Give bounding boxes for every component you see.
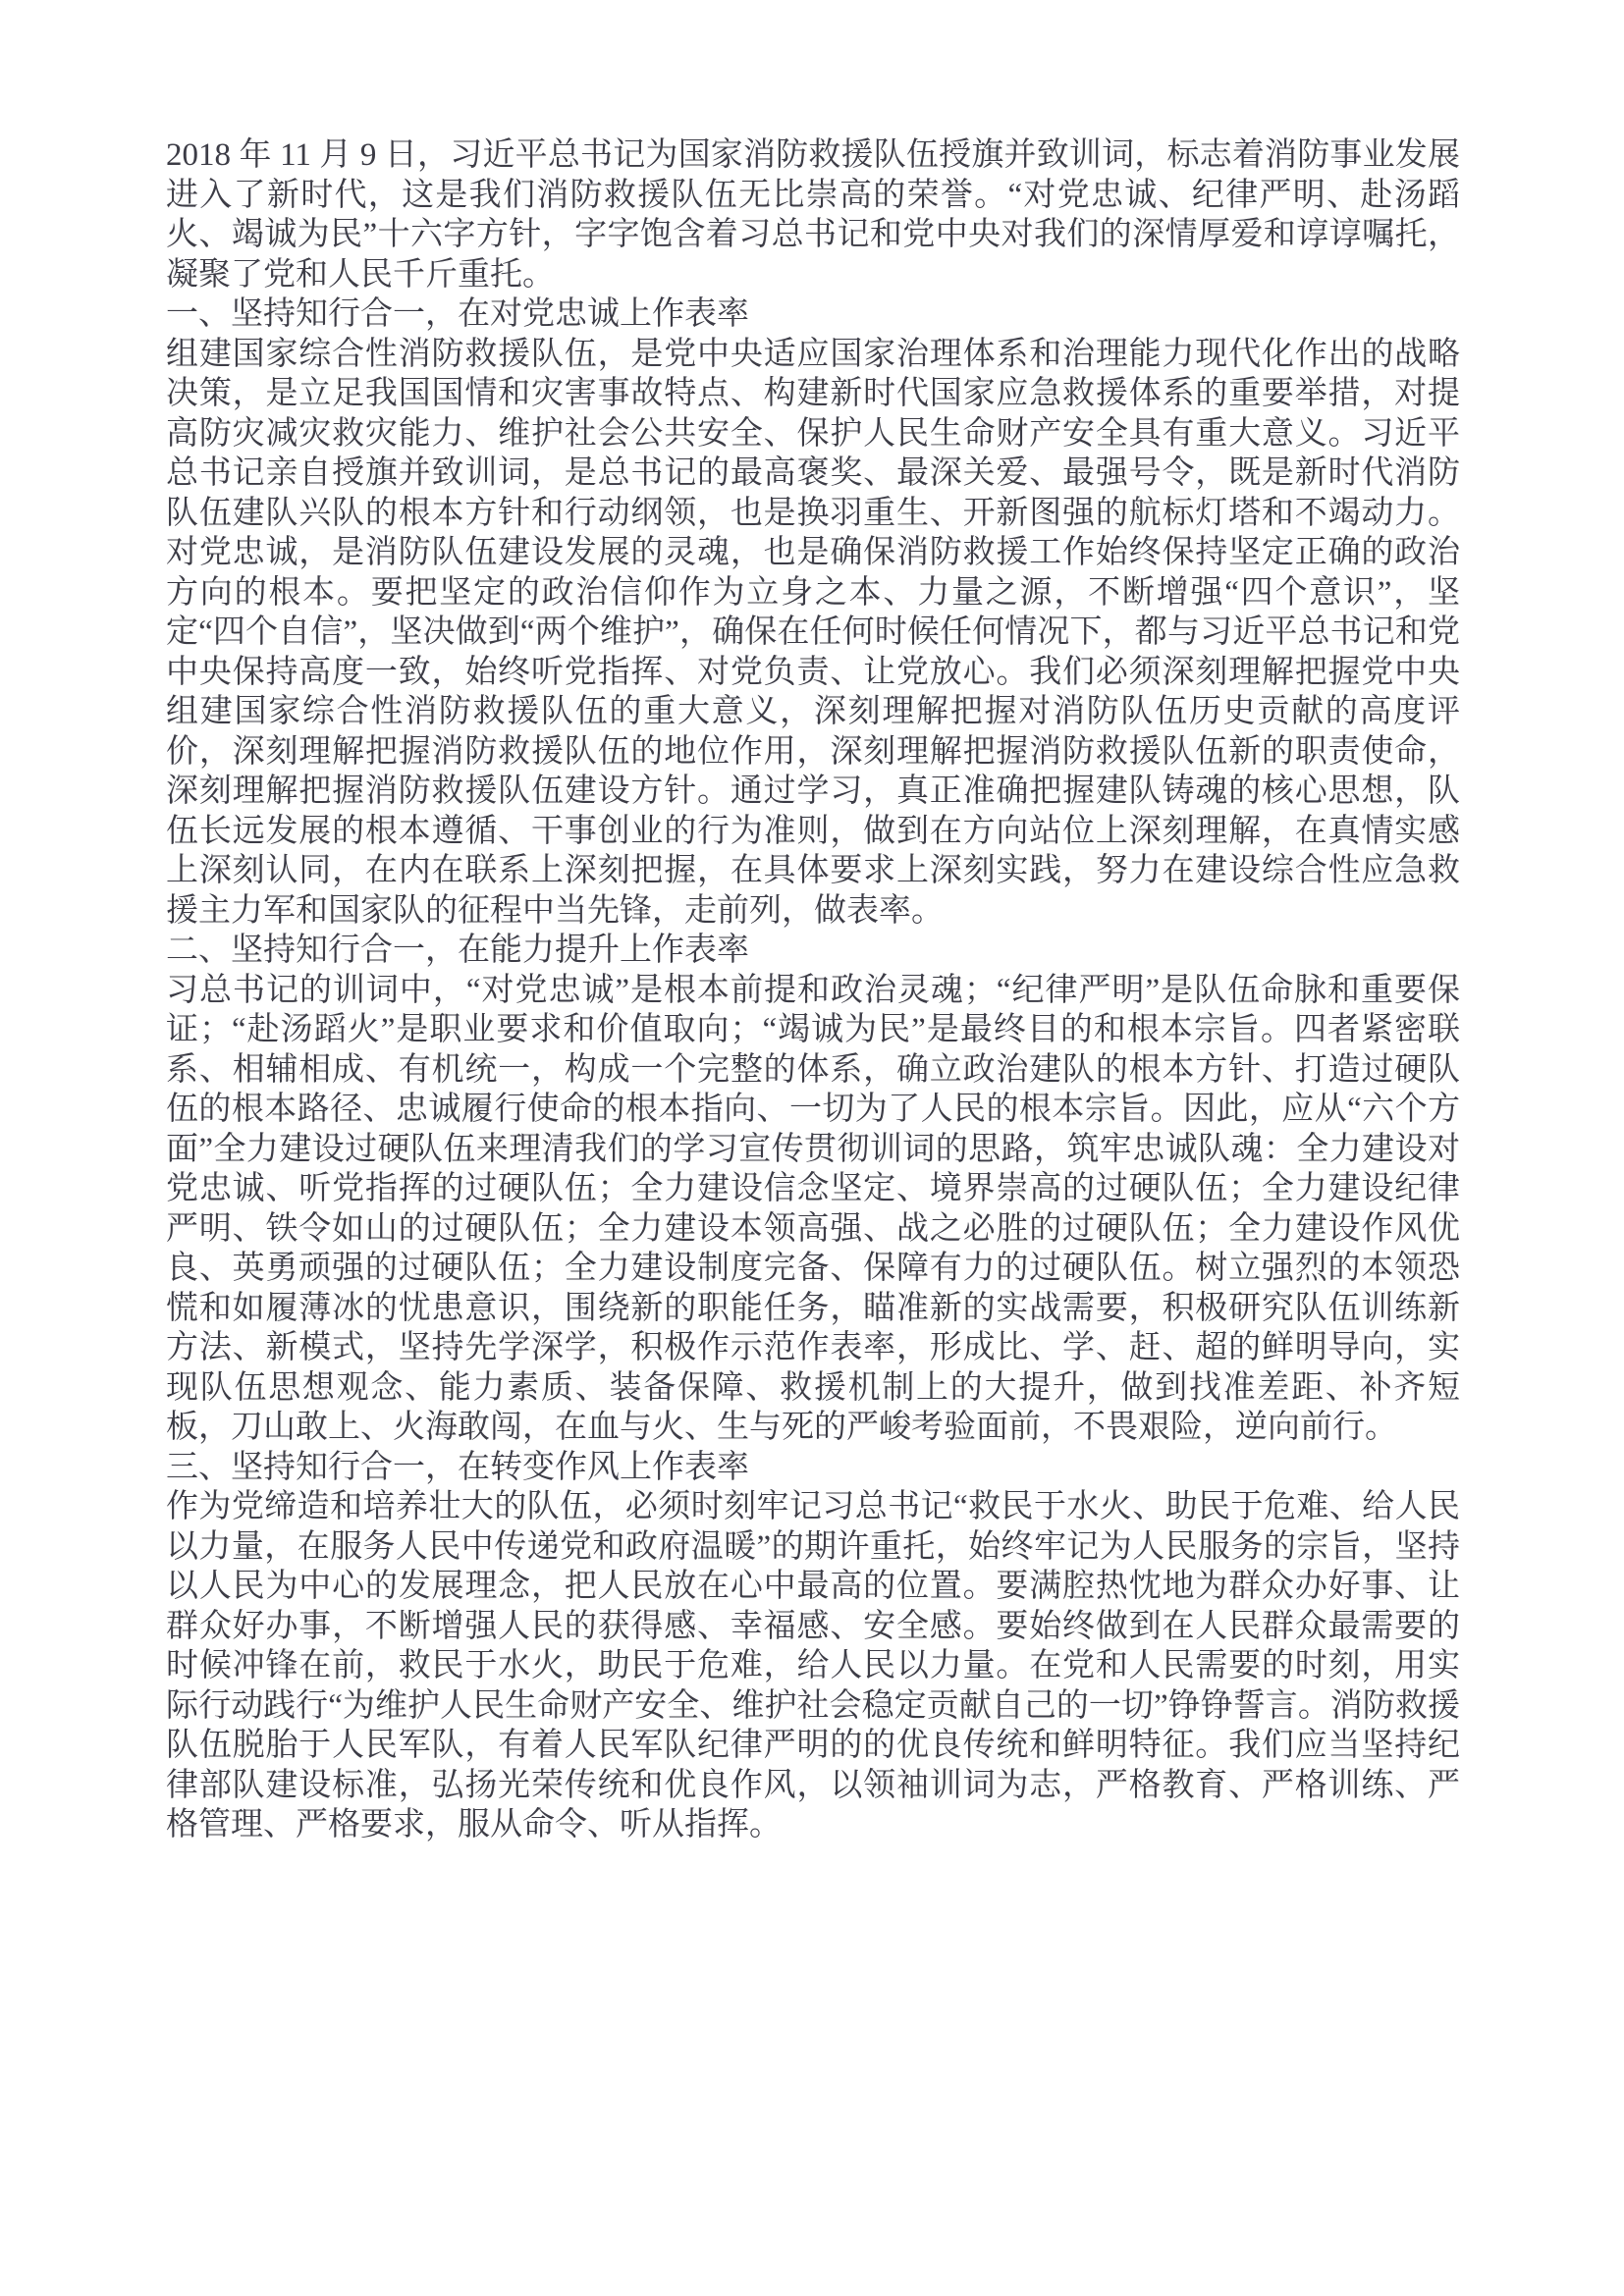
section-2-body: 习总书记的训词中，“对党忠诚”是根本前提和政治灵魂；“纪律严明”是队伍命脉和重要保证；“赴汤蹈火”是职业要求和价值取向；“竭诚为民”是最终目的和根本宗旨。四者紧密联系、相辅相成、有机统一，构成一个完整的体系，确立政治建队的根本方针、打造过硬队伍的根本路径、忠诚履行使命的根本指向、一切为了人民的根本宗旨。因此，应从“六个方面”全力建设过硬队伍来理清我们的学习宣传贯彻训词的思路，筑牢忠诚队魂：全力建设对党忠诚、听党指挥的过硬队伍；全力建设信念坚定、境界崇高的过硬队伍；全力建设纪律严明、铁令如山的过硬队伍；全力建设本领高强、战之必胜的过硬队伍；全力建设作风优良、英勇顽强的过硬队伍；全力建设制度完备、保障有力的过硬队伍。树立强烈的本领恐慌和如履薄冰的忧患意识，围绕新的职能任务，瞄准新的实战需要，积极研究队伍训练新方法、新模式，坚持先学深学，积极作示范作表率，形成比、学、赶、超的鲜明导向，实现队伍思想观念、能力素质、装备保障、救援机制上的大提升，做到找准差距、补齐短板，刀山敢上、火海敢闯，在血与火、生与死的严峻考验面前，不畏艰险，逆向前行。	[166, 972, 1460, 1445]
section-1-body: 组建国家综合性消防救援队伍，是党中央适应国家治理体系和治理能力现代化作出的战略决策，是立足我国国情和灾害事故特点、构建新时代国家应急救援体系的重要举措，对提高防灾减灾救灾能力、维护社会公共安全、保护人民生命财产安全具有重大意义。习近平总书记亲自授旗并致训词，是总书记的最高褒奖、最深关爱、最强号令，既是新时代消防队伍建队兴队的根本方针和行动纲领，也是换羽重生、开新图强的航标灯塔和不竭动力。对党忠诚，是消防队伍建设发展的灵魂，也是确保消防救援工作始终保持坚定正确的政治方向的根本。要把坚定的政治信仰作为立身之本、力量之源，不断增强“四个意识”，坚定“四个自信”，坚决做到“两个维护”，确保在任何时候任何情况下，都与习近平总书记和党中央保持高度一致，始终听党指挥、对党负责、让党放心。我们必须深刻理解把握党中央组建国家综合性消防救援队伍的重大意义，深刻理解把握对消防队伍历史贡献的高度评价，深刻理解把握消防救援队伍的地位作用，深刻理解把握消防救援队伍新的职责使命，深刻理解把握消防救援队伍建设方针。通过学习，真正准确把握建队铸魂的核心思想，队伍长远发展的根本遵循、干事创业的行为准则，做到在方向站位上深刻理解，在真情实感上深刻认同，在内在联系上深刻把握，在具体要求上深刻实践，努力在建设综合性应急救援主力军和国家队的征程中当先锋，走前列，做表率。	[166, 336, 1460, 929]
section-2-heading: 二、坚持知行合一，在能力提升上作表率	[166, 933, 749, 968]
document-page	[166, 135, 1460, 1845]
intro-paragraph: 2018 年 11 月 9 日，习近平总书记为国家消防救援队伍授旗并致训词，标志着消防事业发展进入了新时代，这是我们消防救援队伍无比崇高的荣誉。“对党忠诚、纪律严明、赴汤蹈火、竭诚为民”十六字方针，字字饱含着习总书记和党中央对我们的深情厚爱和谆谆嘱托，凝聚了党和人民千斤重托。	[166, 137, 1460, 293]
section-3-body: 作为党缔造和培养壮大的队伍，必须时刻牢记习总书记“救民于水火、助民于危难、给人民以力量，在服务人民中传递党和政府温暖”的期许重托，始终牢记为人民服务的宗旨，坚持以人民为中心的发展理念，把人民放在心中最高的位置。要满腔热忱地为群众办好事、让群众好办事，不断增强人民的获得感、幸福感、安全感。要始终做到在人民群众最需要的时候冲锋在前，救民于水火，助民于危难，给人民以力量。在党和人民需要的时刻，用实际行动践行“为维护人民生命财产安全、维护社会稳定贡献自己的一切”铮铮誓言。消防救援队伍脱胎于人民军队，有着人民军队纪律严明的的优良传统和鲜明特征。我们应当坚持纪律部队建设标准，弘扬光荣传统和优良作风，以领袖训词为志，严格教育、严格训练、严格管理、严格要求，服从命令、听从指挥。	[166, 1489, 1460, 1842]
section-1-heading: 一、坚持知行合一，在对党忠诚上作表率	[166, 296, 749, 332]
section-3-heading: 三、坚持知行合一，在转变作风上作表率	[166, 1449, 749, 1485]
